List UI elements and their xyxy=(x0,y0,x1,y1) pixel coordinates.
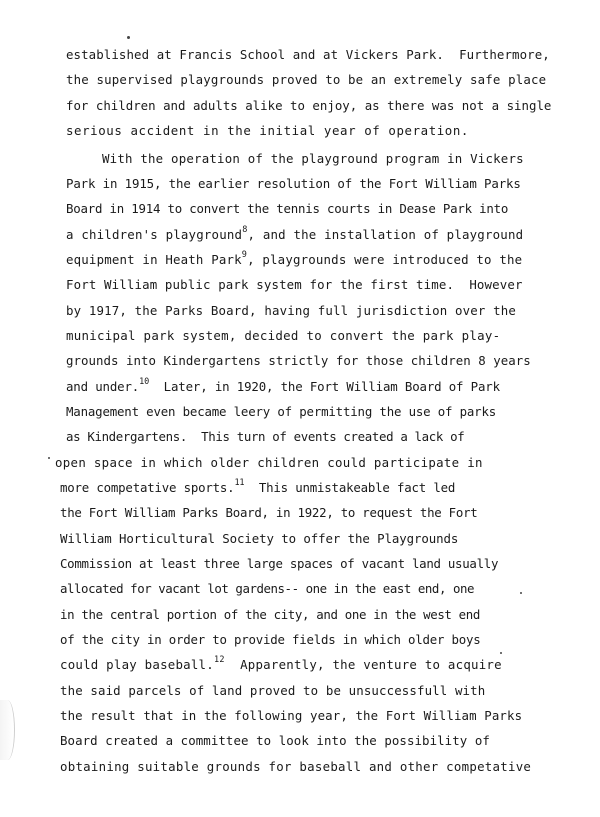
footnote-reference: 10 xyxy=(139,377,150,387)
text-line xyxy=(60,532,458,546)
text-run: Park in 1915, the earlier resolution of the Fort William Parks xyxy=(66,176,521,191)
text-run: for children and adults alike to enjoy, as there was not a single xyxy=(66,98,552,113)
text-run: This unmistakeable fact led xyxy=(244,480,456,495)
text-run: in the central portion of the city, and one in the west end xyxy=(60,607,481,622)
text-line xyxy=(66,177,521,191)
text-run: serious accident in the initial year of operation. xyxy=(66,123,469,138)
footnote-reference: 8 xyxy=(242,225,248,235)
text-run: equipment in Heath Park xyxy=(66,252,242,267)
text-line xyxy=(60,734,490,748)
text-line xyxy=(55,456,483,470)
text-line xyxy=(60,608,480,622)
text-run: With the operation of the playground program in Vickers xyxy=(102,151,524,166)
text-line xyxy=(66,202,508,216)
speck-mark xyxy=(48,457,50,459)
text-run: , and the installation of playground xyxy=(247,227,524,242)
speck-mark xyxy=(520,592,522,594)
text-run: grounds into Kindergartens strictly for those children 8 years xyxy=(66,353,531,368)
text-line xyxy=(66,304,516,318)
text-line xyxy=(66,278,523,292)
text-line xyxy=(60,709,522,723)
text-run: Later, in 1920, the Fort William Board of Park xyxy=(149,379,500,394)
text-line xyxy=(60,582,474,596)
text-line xyxy=(66,99,551,113)
text-run: Management even became leery of permitting the use of parks xyxy=(66,404,497,419)
text-run: Commission at least three large spaces of vacant land usually xyxy=(60,556,499,571)
text-run: , playgrounds were introduced to the xyxy=(247,252,523,267)
footnote-reference: 12 xyxy=(213,655,225,665)
text-line xyxy=(60,557,498,571)
text-run: and under. xyxy=(66,379,140,394)
text-run: could play baseball. xyxy=(60,657,214,672)
text-run: as Kindergartens. This turn of events created a lack of xyxy=(66,429,465,444)
text-run: the said parcels of land proved to be unsuccessfull with xyxy=(60,683,486,698)
text-line xyxy=(60,684,485,698)
text-run: William Horticultural Society to offer the Playgrounds xyxy=(60,531,459,546)
text-line xyxy=(60,633,480,647)
text-run: open space in which older children could participate in xyxy=(55,455,483,470)
text-line xyxy=(60,655,502,672)
text-run: more competative sports. xyxy=(60,480,235,495)
text-line xyxy=(66,73,546,87)
text-run: the supervised playgrounds proved to be an extremely safe place xyxy=(66,72,547,87)
text-line xyxy=(102,152,524,166)
text-line xyxy=(66,377,500,394)
text-line xyxy=(66,48,550,62)
text-line xyxy=(66,250,523,267)
page-binding-edge xyxy=(0,700,15,760)
text-run: Board created a committee to look into the possibility of xyxy=(60,733,490,748)
text-run: the result that in the following year, the Fort William Parks xyxy=(60,708,523,723)
text-run: established at Francis School and at Vickers Park. Furthermore, xyxy=(66,47,550,62)
footnote-reference: 9 xyxy=(241,250,248,260)
text-run: allocated for vacant lot gardens-- one in the east end, one xyxy=(60,581,475,596)
text-line xyxy=(60,506,477,520)
text-line xyxy=(66,225,524,242)
text-run: municipal park system, decided to convert the park play- xyxy=(66,328,501,343)
text-line xyxy=(66,430,464,444)
text-line xyxy=(66,354,531,368)
speck-mark xyxy=(500,652,502,654)
text-line xyxy=(66,329,500,343)
speck-mark xyxy=(127,36,130,39)
text-run: a children's playground xyxy=(66,227,243,242)
text-run: the Fort William Parks Board, in 1922, to request the Fort xyxy=(60,505,478,520)
footnote-reference: 11 xyxy=(234,478,245,488)
text-run: by 1917, the Parks Board, having full jurisdiction over the xyxy=(66,303,517,318)
text-line xyxy=(60,760,531,774)
text-line xyxy=(66,405,496,419)
text-line xyxy=(66,124,469,138)
text-run: Apparently, the venture to acquire xyxy=(224,657,502,672)
text-run: Fort William public park system for the first time. However xyxy=(66,277,523,292)
text-line xyxy=(60,478,456,495)
text-run: of the city in order to provide fields in which older boys xyxy=(60,632,481,647)
text-run: Board in 1914 to convert the tennis courts in Dease Park into xyxy=(66,201,509,216)
text-run: obtaining suitable grounds for baseball and other competative xyxy=(60,759,532,774)
